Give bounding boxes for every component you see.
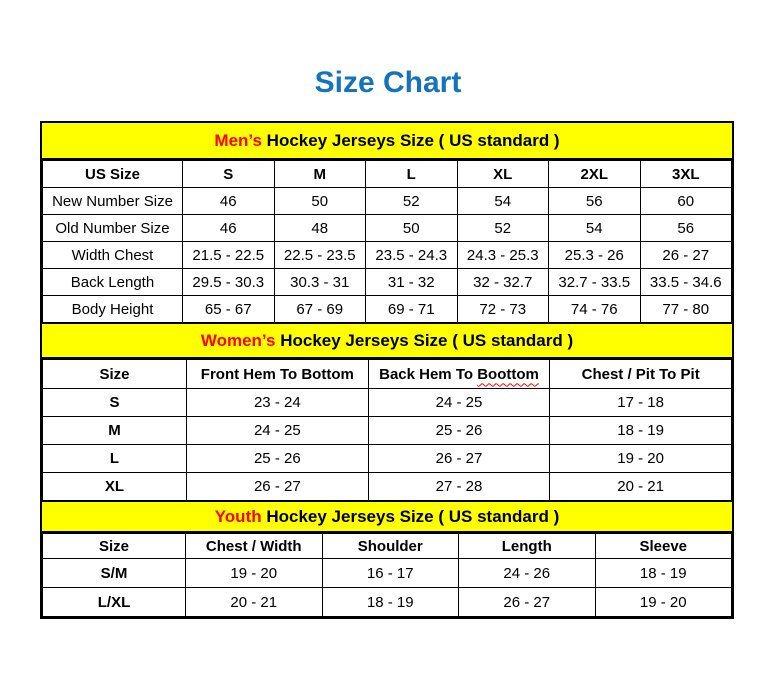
- table-row: [43, 473, 732, 501]
- value-cell: 25.3 - 26: [549, 242, 641, 269]
- mens-heading-text: Hockey Jerseys Size ( US standard ): [261, 130, 560, 150]
- table-row: [43, 296, 732, 323]
- column-header: 3XL: [640, 161, 732, 188]
- womens-label: Women’s: [200, 330, 276, 350]
- youth-section-header: [42, 501, 732, 533]
- column-header: S: [183, 161, 275, 188]
- column-header: Chest / Width: [186, 534, 323, 559]
- row-label-cell: Back Length: [43, 269, 183, 296]
- value-cell: 52: [366, 188, 458, 215]
- womens-section-header: [42, 323, 732, 359]
- value-cell: 54: [549, 215, 641, 242]
- header-row: [43, 161, 732, 188]
- value-cell: 24 - 25: [187, 417, 369, 445]
- value-cell: 18 - 19: [550, 417, 732, 445]
- table-row: [43, 445, 732, 473]
- value-cell: 19 - 20: [550, 445, 732, 473]
- value-cell: 56: [549, 188, 641, 215]
- value-cell: 26 - 27: [368, 445, 550, 473]
- value-cell: 18 - 19: [322, 588, 459, 617]
- value-cell: 24 - 26: [459, 559, 596, 588]
- mens-label: Men’s: [214, 130, 262, 150]
- value-cell: 52: [457, 215, 549, 242]
- column-header: M: [274, 161, 366, 188]
- value-cell: 22.5 - 23.5: [274, 242, 366, 269]
- column-header: Chest / Pit To Pit: [550, 360, 732, 389]
- row-label-cell: S/M: [43, 559, 186, 588]
- table-row: [43, 188, 732, 215]
- column-header: Shoulder: [322, 534, 459, 559]
- row-label-cell: L: [43, 445, 187, 473]
- misspelled-word: Boottom: [477, 365, 539, 383]
- table-row: [43, 269, 732, 296]
- column-header: Front Hem To Bottom: [187, 360, 369, 389]
- value-cell: 67 - 69: [274, 296, 366, 323]
- youth-label: Youth: [214, 506, 262, 526]
- size-chart: [40, 121, 734, 619]
- value-cell: 54: [457, 188, 549, 215]
- value-cell: 72 - 73: [457, 296, 549, 323]
- value-cell: 16 - 17: [322, 559, 459, 588]
- row-label-cell: Width Chest: [43, 242, 183, 269]
- mens-size-table: [42, 160, 732, 323]
- value-cell: 69 - 71: [366, 296, 458, 323]
- value-cell: 30.3 - 31: [274, 269, 366, 296]
- value-cell: 18 - 19: [595, 559, 732, 588]
- row-label-cell: Body Height: [43, 296, 183, 323]
- column-header: Size: [43, 534, 186, 559]
- value-cell: 19 - 20: [595, 588, 732, 617]
- table-row: [43, 242, 732, 269]
- value-cell: 20 - 21: [550, 473, 732, 501]
- column-header: Size: [43, 360, 187, 389]
- value-cell: 32.7 - 33.5: [549, 269, 641, 296]
- value-cell: 27 - 28: [368, 473, 550, 501]
- youth-heading-text: Hockey Jerseys Size ( US standard ): [261, 506, 560, 526]
- value-cell: 46: [183, 215, 275, 242]
- value-cell: 17 - 18: [550, 389, 732, 417]
- value-cell: 50: [274, 188, 366, 215]
- row-label-cell: Old Number Size: [43, 215, 183, 242]
- value-cell: 50: [366, 215, 458, 242]
- value-cell: 24.3 - 25.3: [457, 242, 549, 269]
- column-header: XL: [457, 161, 549, 188]
- row-label-cell: New Number Size: [43, 188, 183, 215]
- table-row: [43, 588, 732, 617]
- value-cell: 19 - 20: [186, 559, 323, 588]
- column-header: L: [366, 161, 458, 188]
- womens-size-table: [42, 359, 732, 501]
- value-cell: 23 - 24: [187, 389, 369, 417]
- value-cell: 26 - 27: [640, 242, 732, 269]
- value-cell: 65 - 67: [183, 296, 275, 323]
- header-row: [43, 360, 732, 389]
- value-cell: 31 - 32: [366, 269, 458, 296]
- womens-heading-text: Hockey Jerseys Size ( US standard ): [275, 330, 574, 350]
- value-cell: 26 - 27: [187, 473, 369, 501]
- value-cell: 21.5 - 22.5: [183, 242, 275, 269]
- value-cell: 48: [274, 215, 366, 242]
- column-header: 2XL: [549, 161, 641, 188]
- value-cell: 20 - 21: [186, 588, 323, 617]
- value-cell: 25 - 26: [368, 417, 550, 445]
- row-label-cell: S: [43, 389, 187, 417]
- row-label-cell: M: [43, 417, 187, 445]
- mens-section-header: [42, 123, 732, 160]
- value-cell: 24 - 25: [368, 389, 550, 417]
- table-row: [43, 389, 732, 417]
- column-header: Length: [459, 534, 596, 559]
- header-row: [43, 534, 732, 559]
- value-cell: 60: [640, 188, 732, 215]
- value-cell: 26 - 27: [459, 588, 596, 617]
- column-header: US Size: [43, 161, 183, 188]
- value-cell: 23.5 - 24.3: [366, 242, 458, 269]
- column-header: Sleeve: [595, 534, 732, 559]
- column-header: Back Hem To Boottom: [368, 360, 550, 389]
- table-row: [43, 559, 732, 588]
- row-label-cell: XL: [43, 473, 187, 501]
- table-row: [43, 417, 732, 445]
- value-cell: 29.5 - 30.3: [183, 269, 275, 296]
- table-row: [43, 215, 732, 242]
- value-cell: 77 - 80: [640, 296, 732, 323]
- value-cell: 33.5 - 34.6: [640, 269, 732, 296]
- value-cell: 74 - 76: [549, 296, 641, 323]
- row-label-cell: L/XL: [43, 588, 186, 617]
- page-title: Size Chart: [314, 66, 462, 99]
- value-cell: 46: [183, 188, 275, 215]
- youth-size-table: [42, 533, 732, 617]
- value-cell: 32 - 32.7: [457, 269, 549, 296]
- value-cell: 25 - 26: [187, 445, 369, 473]
- value-cell: 56: [640, 215, 732, 242]
